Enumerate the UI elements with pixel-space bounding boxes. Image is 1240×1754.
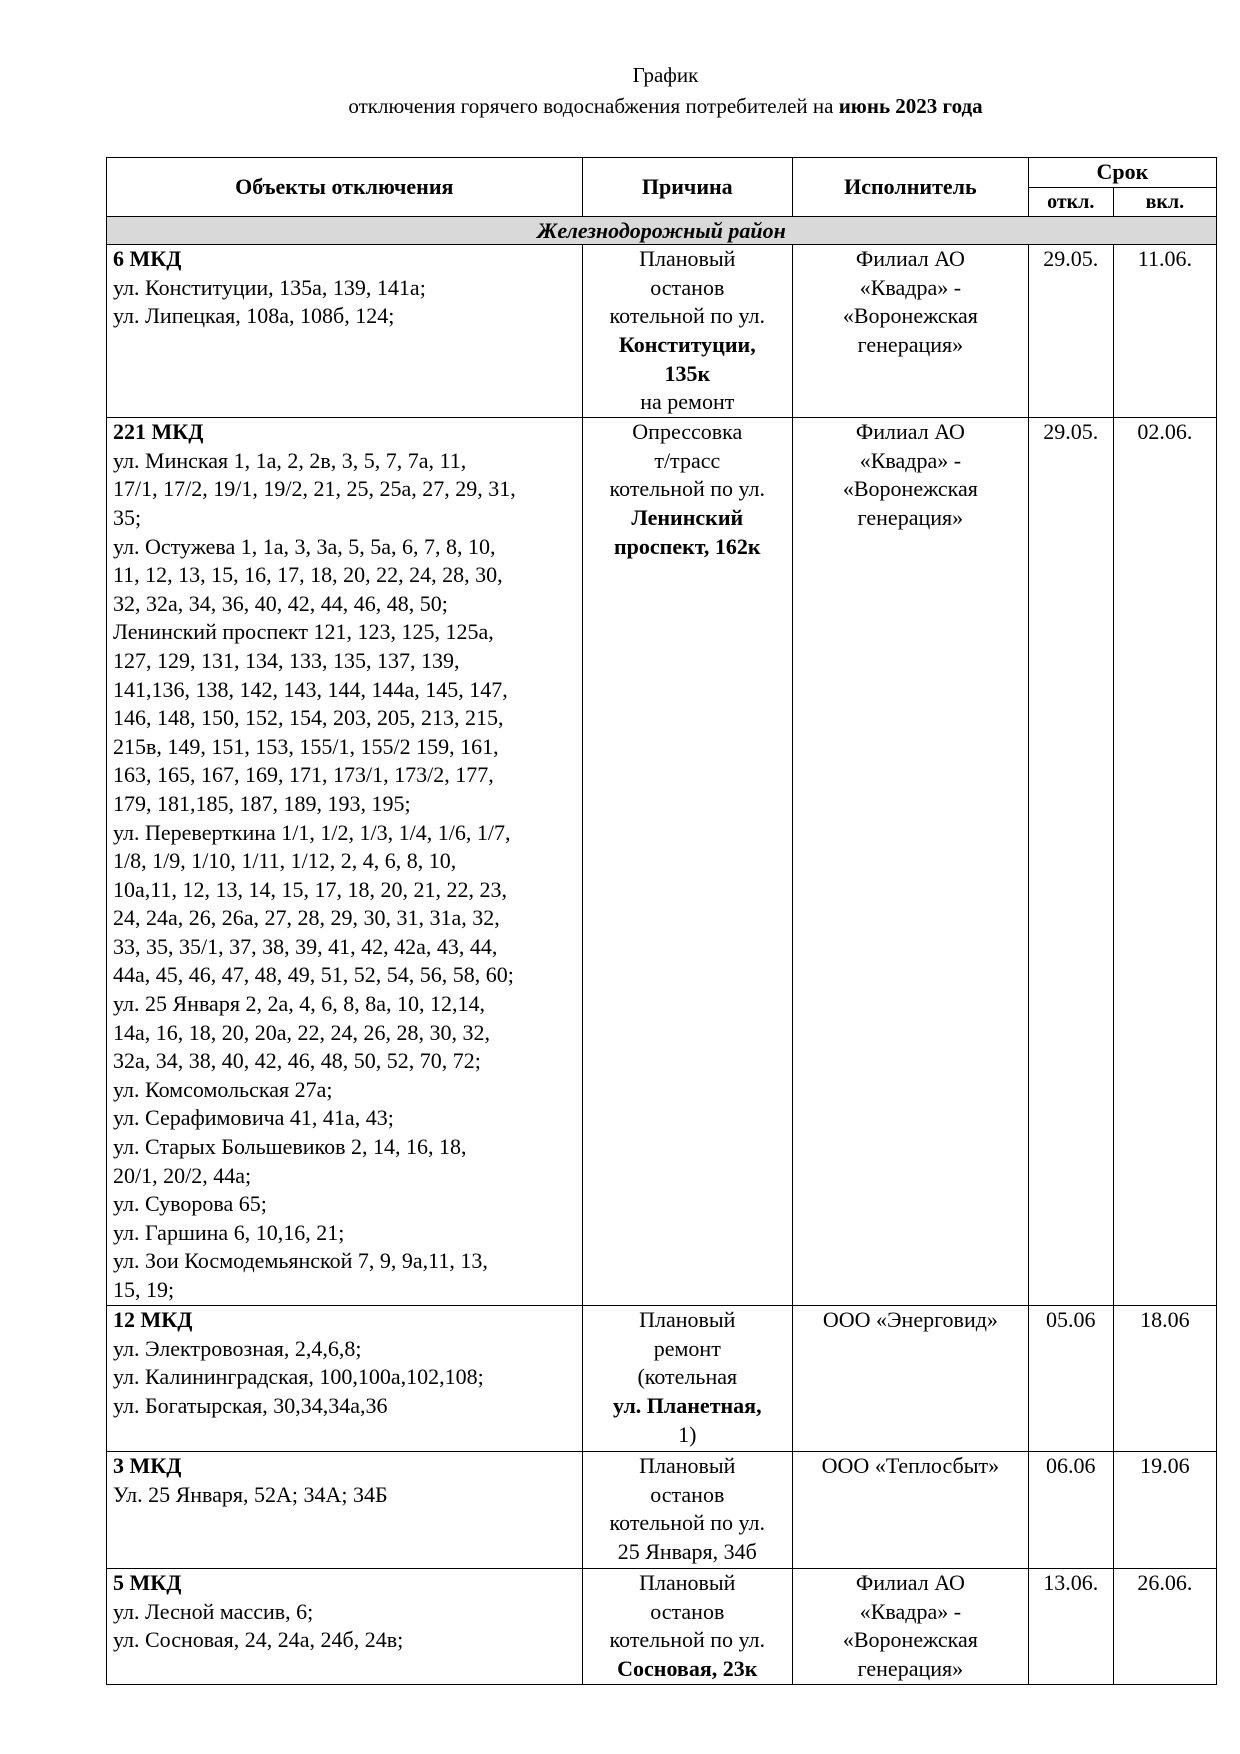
date-off: 29.05. <box>1028 245 1113 418</box>
address-line: 33, 35, 35/1, 37, 38, 39, 41, 42, 42а, 43, 44, <box>113 933 498 959</box>
header-executor: Исполнитель <box>793 158 1029 217</box>
address-line: ул. Электровозная, 2,4,6,8; <box>113 1335 362 1361</box>
reason-cell <box>582 1569 792 1684</box>
title-line-1: График <box>632 63 699 87</box>
district-name: Железнодорожный район <box>107 217 1217 245</box>
address-line: 11, 12, 13, 15, 16, 17, 18, 20, 22, 24, 28, 30, <box>113 562 503 588</box>
address-line: Ул. 25 Января, 52А; 34А; 34Б <box>113 1481 388 1507</box>
table-row <box>107 245 1217 418</box>
date-on: 02.06. <box>1113 418 1216 1306</box>
date-on: 26.06. <box>1113 1569 1216 1684</box>
address-line: ул. Суворова 65; <box>113 1191 267 1217</box>
schedule-body <box>107 217 1217 1684</box>
building-count: 12 МКД <box>113 1307 193 1333</box>
address-line: 141,136, 138, 142, 143, 144, 144а, 145, 147, <box>113 676 508 702</box>
header-term: Срок <box>1028 158 1216 188</box>
reason-boiler: 135к <box>664 360 711 386</box>
reason-cell <box>582 1452 792 1569</box>
address-line: ул. 25 Января 2, 2а, 4, 6, 8, 8а, 10, 12,14, <box>113 991 485 1017</box>
reason-line: Плановый <box>639 246 736 272</box>
reason-line: т/трасс <box>654 447 721 473</box>
executor-line: генерация» <box>857 504 964 530</box>
reason-cell <box>582 418 792 1306</box>
address-line: ул. Остужева 1, 1а, 3, 3а, 5, 5а, 6, 7, 8, 10, <box>113 533 496 559</box>
reason-line: ремонт <box>653 1335 721 1361</box>
reason-line: котельной по ул. <box>609 1510 766 1536</box>
executor-cell <box>793 245 1029 418</box>
reason-line: 1) <box>678 1421 697 1447</box>
title-line-2-text: отключения горячего водоснабжения потребителей на <box>348 94 839 118</box>
address-line: ул. Минская 1, 1а, 2, 2в, 3, 5, 7, 7а, 11, <box>113 447 467 473</box>
reason-boiler: Сосновая, 23к <box>617 1655 758 1681</box>
reason-line: 25 Января, 34б <box>617 1538 757 1564</box>
address-line: ул. Сосновая, 24, 24а, 24б, 24в; <box>113 1627 404 1653</box>
executor-line: «Воронежская <box>842 1627 978 1653</box>
reason-line: котельной по ул. <box>609 476 766 502</box>
executor-line: ООО «Теплосбыт» <box>821 1453 1000 1479</box>
building-count: 221 МКД <box>113 419 204 445</box>
address-line: 10а,11, 12, 13, 14, 15, 17, 18, 20, 21, 22, 23, <box>113 876 507 902</box>
address-line: 24, 24а, 26, 26а, 27, 28, 29, 30, 31, 31а, 32, <box>113 905 500 931</box>
table-row <box>107 418 1217 1306</box>
reason-boiler: ул. Планетная, <box>613 1392 762 1418</box>
address-line: ул. Серафимовича 41, 41а, 43; <box>113 1105 394 1131</box>
address-line: 146, 148, 150, 152, 154, 203, 205, 213, 215, <box>113 705 504 731</box>
reason-line: Плановый <box>639 1307 736 1333</box>
address-line: Ленинский проспект 121, 123, 125, 125а, <box>113 619 494 645</box>
executor-line: Филиал АО <box>855 419 965 445</box>
address-line: ул. Калининградская, 100,100а,102,108; <box>113 1364 484 1390</box>
address-line: 14а, 16, 18, 20, 20а, 22, 24, 26, 28, 30, 32, <box>113 1019 491 1045</box>
executor-cell <box>793 418 1029 1306</box>
address-line: ул. Переверткина 1/1, 1/2, 1/3, 1/4, 1/6, 1/7, <box>113 819 511 845</box>
executor-cell <box>793 1569 1029 1684</box>
date-off: 13.06. <box>1028 1569 1113 1684</box>
date-on: 18.06 <box>1113 1306 1216 1452</box>
executor-line: Филиал АО <box>855 1570 965 1596</box>
title-period: июнь 2023 года <box>838 94 983 118</box>
address-line: 17/1, 17/2, 19/1, 19/2, 21, 25, 25а, 27, 29, 31, <box>113 476 516 502</box>
address-line: 32а, 34, 38, 40, 42, 46, 48, 50, 52, 70, 72; <box>113 1048 481 1074</box>
executor-line: генерация» <box>857 1655 964 1681</box>
address-line: ул. Конституции, 135а, 139, 141а; <box>113 274 426 300</box>
address-line: ул. Комсомольская 27а; <box>113 1076 333 1102</box>
district-row <box>107 217 1217 245</box>
date-off: 05.06 <box>1028 1306 1113 1452</box>
reason-line: останов <box>650 274 725 300</box>
objects-cell <box>107 1452 583 1569</box>
address-line: 32, 32а, 34, 36, 40, 42, 44, 46, 48, 50; <box>113 590 448 616</box>
executor-line: «Квадра» - <box>859 274 962 300</box>
building-count: 5 МКД <box>113 1570 182 1596</box>
reason-line: Опрессовка <box>632 419 743 445</box>
header-on: вкл. <box>1113 187 1216 217</box>
header-off: откл. <box>1028 187 1113 217</box>
executor-line: «Квадра» - <box>859 447 962 473</box>
address-line: 20/1, 20/2, 44а; <box>113 1162 252 1188</box>
title-line-2 <box>0 91 1240 122</box>
executor-line: «Квадра» - <box>859 1598 962 1624</box>
reason-line: на ремонт <box>640 389 735 415</box>
building-count: 6 МКД <box>113 246 182 272</box>
objects-cell <box>107 1569 583 1684</box>
executor-line: «Воронежская <box>842 476 978 502</box>
reason-line: котельной по ул. <box>609 1627 766 1653</box>
objects-cell <box>107 418 583 1306</box>
executor-line: «Воронежская <box>842 303 978 329</box>
reason-boiler: Ленинский <box>631 504 744 530</box>
date-on: 19.06 <box>1113 1452 1216 1569</box>
table-row <box>107 1452 1217 1569</box>
date-on: 11.06. <box>1113 245 1216 418</box>
address-line: 163, 165, 167, 169, 171, 173/1, 173/2, 177, <box>113 762 494 788</box>
address-line: ул. Старых Большевиков 2, 14, 16, 18, <box>113 1134 467 1160</box>
reason-line: останов <box>650 1598 725 1624</box>
table-row <box>107 1569 1217 1684</box>
reason-line: котельной по ул. <box>609 303 766 329</box>
date-off: 06.06 <box>1028 1452 1113 1569</box>
reason-cell <box>582 1306 792 1452</box>
executor-cell <box>793 1306 1029 1452</box>
reason-line: (котельная <box>637 1364 738 1390</box>
executor-cell <box>793 1452 1029 1569</box>
executor-line: ООО «Энерговид» <box>822 1307 998 1333</box>
reason-cell <box>582 245 792 418</box>
header-reason: Причина <box>582 158 792 217</box>
schedule-table <box>106 157 1217 1685</box>
address-line: 15, 19; <box>113 1277 175 1302</box>
address-line: 44а, 45, 46, 47, 48, 49, 51, 52, 54, 56, 58, 60; <box>113 962 514 988</box>
address-line: ул. Богатырская, 30,34,34а,36 <box>113 1392 388 1418</box>
address-line: 215в, 149, 151, 153, 155/1, 155/2 159, 161, <box>113 733 499 759</box>
objects-cell <box>107 245 583 418</box>
address-line: ул. Лесной массив, 6; <box>113 1598 314 1624</box>
address-line: 179, 181,185, 187, 189, 193, 195; <box>113 790 411 816</box>
table-row <box>107 1306 1217 1452</box>
executor-line: Филиал АО <box>855 246 965 272</box>
reason-boiler: Конституции, <box>618 331 756 357</box>
address-line: ул. Зои Космодемьянской 7, 9, 9а,11, 13, <box>113 1248 488 1274</box>
reason-line: останов <box>650 1481 725 1507</box>
header-objects: Объекты отключения <box>107 158 583 217</box>
address-line: ул. Гаршина 6, 10,16, 21; <box>113 1219 345 1245</box>
address-line: ул. Липецкая, 108а, 108б, 124; <box>113 303 395 329</box>
reason-line: Плановый <box>639 1453 736 1479</box>
objects-cell <box>107 1306 583 1452</box>
document-title <box>0 60 1240 122</box>
building-count: 3 МКД <box>113 1453 182 1479</box>
address-line: 127, 129, 131, 134, 133, 135, 137, 139, <box>113 647 460 673</box>
reason-line: Плановый <box>639 1570 736 1596</box>
reason-boiler: проспект, 162к <box>613 533 761 559</box>
address-line: 35; <box>113 504 142 530</box>
date-off: 29.05. <box>1028 418 1113 1306</box>
executor-line: генерация» <box>857 331 964 357</box>
address-line: 1/8, 1/9, 1/10, 1/11, 1/12, 2, 4, 6, 8, 10, <box>113 848 457 874</box>
